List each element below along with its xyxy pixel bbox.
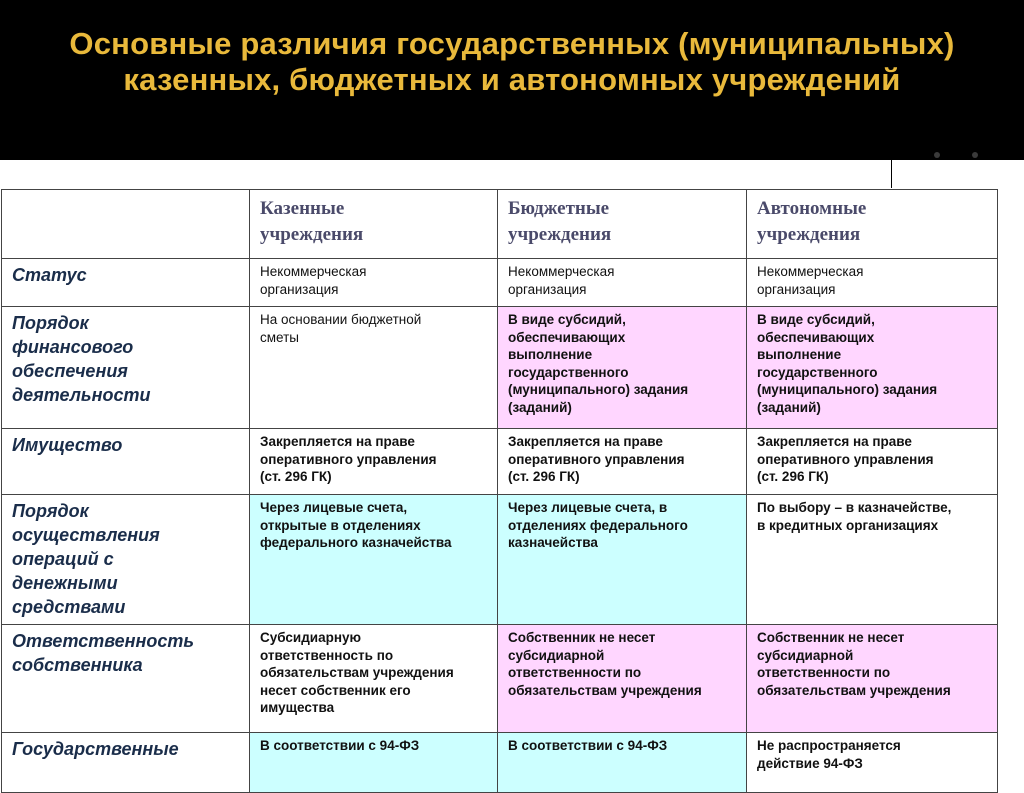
table-cell: Некоммерческая организация bbox=[747, 259, 998, 307]
title-bar bbox=[0, 0, 1024, 160]
table-cell: Закрепляется на праве оперативного управления (ст. 296 ГК) bbox=[747, 429, 998, 495]
row-label: Порядок осуществления операций с денежными средствами bbox=[2, 495, 250, 625]
table-cell: По выбору – в казначействе, в кредитных организациях bbox=[747, 495, 998, 625]
table-cell-highlight: В виде субсидий, обеспечивающих выполнение государственного (муниципального) задания (заданий) bbox=[747, 307, 998, 429]
column-header-kazennye: Казенные учреждения bbox=[250, 190, 498, 259]
column-header-avtonomnye: Автономные учреждения bbox=[747, 190, 998, 259]
row-label: Статус bbox=[2, 259, 250, 307]
table-cell-highlight: В соответствии с 94-ФЗ bbox=[498, 733, 747, 793]
table-cell-highlight: Собственник не несет субсидиарной ответственности по обязательствам учреждения bbox=[747, 625, 998, 733]
table-cell-highlight: Через лицевые счета, открытые в отделениях федерального казначейства bbox=[250, 495, 498, 625]
table-cell: На основании бюджетной сметы bbox=[250, 307, 498, 429]
row-label: Порядок финансового обеспечения деятельности bbox=[2, 307, 250, 429]
table-cell: Субсидиарную ответственность по обязательствам учреждения несет собственник его имущества bbox=[250, 625, 498, 733]
decorative-line bbox=[891, 160, 892, 188]
table-cell-highlight: В виде субсидий, обеспечивающих выполнение государственного (муниципального) задания (заданий) bbox=[498, 307, 747, 429]
table-cell: Закрепляется на праве оперативного управления (ст. 296 ГК) bbox=[498, 429, 747, 495]
table-row-responsibility bbox=[2, 625, 998, 733]
table-cell-highlight: Собственник не несет субсидиарной ответственности по обязательствам учреждения bbox=[498, 625, 747, 733]
row-label: Ответственность собственника bbox=[2, 625, 250, 733]
table-cell-highlight: В соответствии с 94-ФЗ bbox=[250, 733, 498, 793]
table-cell: Закрепляется на праве оперативного управления (ст. 296 ГК) bbox=[250, 429, 498, 495]
row-label: Государственные bbox=[2, 733, 250, 793]
corner-cell bbox=[2, 190, 250, 259]
table-row-status bbox=[2, 259, 998, 307]
comparison-table bbox=[1, 189, 998, 793]
row-label: Имущество bbox=[2, 429, 250, 495]
decorative-dots bbox=[932, 150, 992, 162]
table-cell: Некоммерческая организация bbox=[250, 259, 498, 307]
slide-title-line2: казенных, бюджетных и автономных учреждений bbox=[123, 62, 901, 97]
table-cell-highlight: Через лицевые счета, в отделениях федерального казначейства bbox=[498, 495, 747, 625]
table-row-operations bbox=[2, 495, 998, 625]
table-row-procurement bbox=[2, 733, 998, 793]
column-header-byudzhetnye: Бюджетные учреждения bbox=[498, 190, 747, 259]
slide-title-line1: Основные различия государственных (муниципальных) bbox=[69, 26, 955, 61]
table-cell: Не распространяется действие 94-ФЗ bbox=[747, 733, 998, 793]
table-row-financing bbox=[2, 307, 998, 429]
table-cell: Некоммерческая организация bbox=[498, 259, 747, 307]
table-row-property bbox=[2, 429, 998, 495]
slide-title bbox=[0, 26, 1024, 98]
header-row bbox=[2, 190, 998, 259]
